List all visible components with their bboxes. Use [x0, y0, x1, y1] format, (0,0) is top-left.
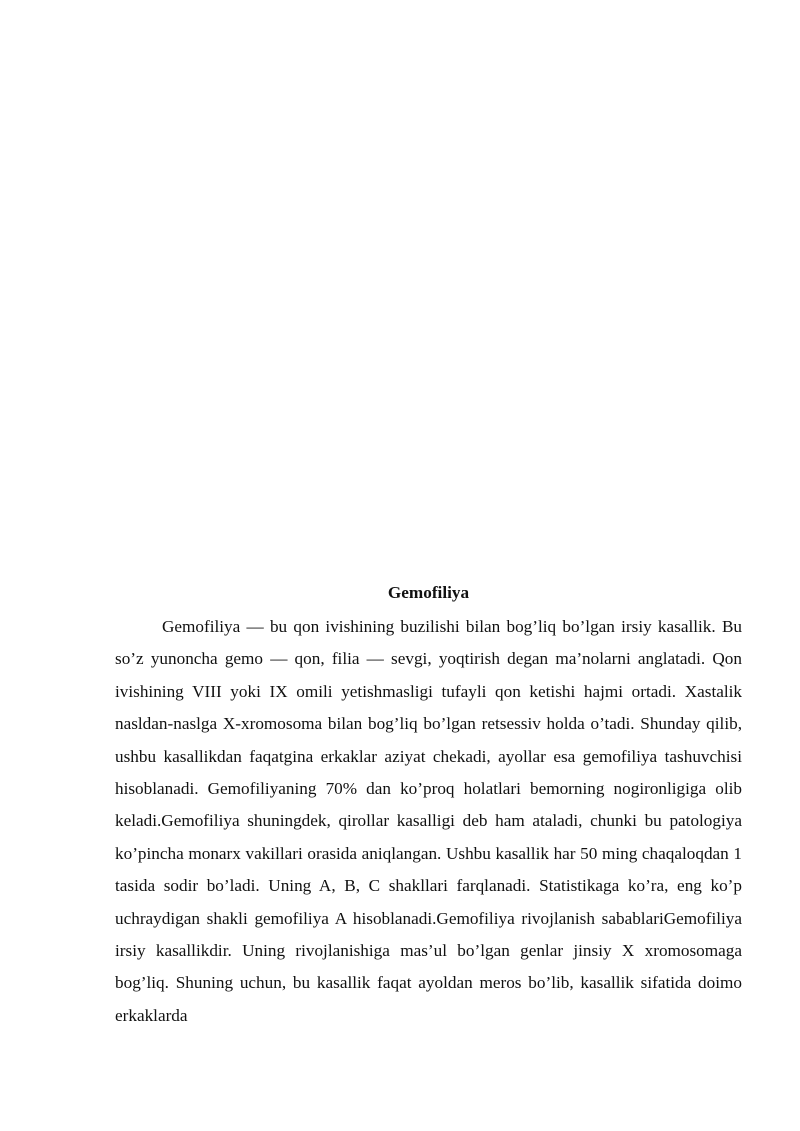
body-paragraph: Gemofiliya — bu qon ivishining buzilishi bilan bog’liq bo’lgan irsiy kasallik. Bu so’z yunoncha gemo — qon, filia — sevgi, yoqtirish degan ma’nolarni anglatadi. Qon ivishining VIII yoki IX omili yetishmasligi tufayli qon ketishi hajmi ortadi. Xastalik nasldan-naslga X-xromosoma bilan bog’liq bo’lgan retsessiv holda o’tadi. Shunday qilib, ushbu kasallikdan faqatgina erkaklar aziyat chekadi, ayollar esa gemofiliya tashuvchisi hisoblanadi. Gemofiliyaning 70% dan ko’proq holatlari bemorning nogironligiga olib keladi.Gemofiliya shuningdek, qirollar kasalligi deb ham ataladi, chunki bu patologiya ko’pincha monarx vakillari orasida aniqlangan. Ushbu kasallik har 50 ming chaqaloqdan 1 tasida sodir bo’ladi. Uning A, B, C shakllari farqlanadi. Statistikaga ko’ra, eng ko’p uchraydigan shakli gemofiliya A hisoblanadi.Gemofiliya rivojlanish sabablariGemofiliya irsiy kasallikdir. Uning rivojlanishiga mas’ul bo’lgan genlar jinsiy X xromosomaga bog’liq. Shuning uchun, bu kasallik faqat ayoldan meros bo’lib, kasallik sifatida doimo erkaklarda — [115, 617, 742, 1025]
document-title: Gemofiliya — [387, 583, 470, 602]
document-content — [115, 580, 742, 1032]
